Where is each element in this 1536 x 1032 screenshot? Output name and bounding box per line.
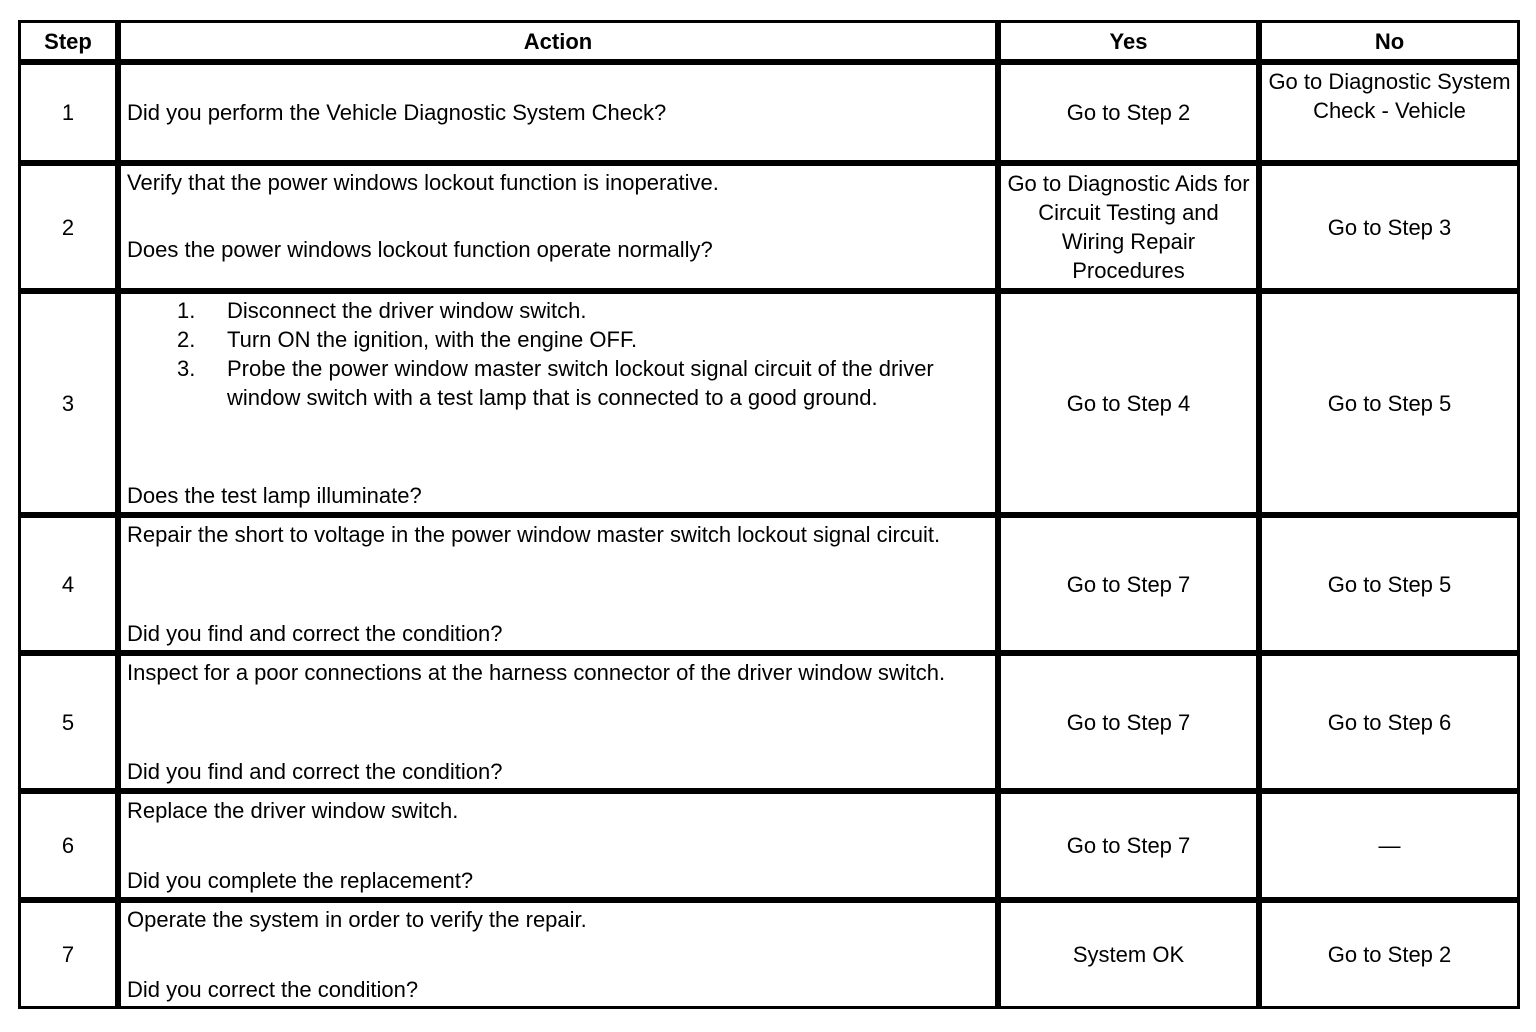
list-text: Turn ON the ignition, with the engine OFF. bbox=[227, 327, 638, 352]
step-number: 4 bbox=[18, 515, 118, 653]
action-instruction: Operate the system in order to verify the repair. bbox=[127, 907, 587, 932]
action-instruction: Verify that the power windows lockout function is inoperative. bbox=[127, 170, 719, 195]
action-cell bbox=[118, 163, 998, 291]
list-item bbox=[177, 325, 989, 354]
yes-result: Go to Step 7 bbox=[998, 791, 1259, 900]
action-cell bbox=[118, 515, 998, 653]
list-text: Probe the power window master switch lockout signal circuit of the driver window switch with a test lamp that is connected to a good ground. bbox=[227, 356, 934, 410]
action-question: Did you correct the condition? bbox=[127, 977, 419, 1002]
header-step: Step bbox=[18, 20, 118, 62]
table-row bbox=[18, 515, 1520, 653]
no-result: Go to Step 3 bbox=[1259, 163, 1520, 291]
yes-result: Go to Step 4 bbox=[998, 291, 1259, 515]
action-question: Did you complete the replacement? bbox=[127, 868, 474, 893]
action-question: Does the test lamp illuminate? bbox=[127, 483, 422, 508]
no-result: Go to Step 2 bbox=[1259, 900, 1520, 1009]
step-number: 2 bbox=[18, 163, 118, 291]
list-text: Disconnect the driver window switch. bbox=[227, 298, 587, 323]
yes-result: System OK bbox=[998, 900, 1259, 1009]
header-action: Action bbox=[118, 20, 998, 62]
action-instruction: Repair the short to voltage in the power window master switch lockout signal circuit. bbox=[127, 522, 941, 547]
action-question: Did you perform the Vehicle Diagnostic System Check? bbox=[127, 100, 667, 125]
list-number: 3. bbox=[177, 356, 196, 381]
step-number: 3 bbox=[18, 291, 118, 515]
header-yes: Yes bbox=[998, 20, 1259, 62]
list-item bbox=[177, 296, 989, 325]
list-number: 1. bbox=[177, 298, 196, 323]
action-cell bbox=[118, 291, 998, 515]
yes-result: Go to Step 7 bbox=[998, 653, 1259, 791]
action-question: Did you find and correct the condition? bbox=[127, 621, 503, 646]
header-row bbox=[18, 20, 1520, 62]
list-number: 2. bbox=[177, 327, 196, 352]
action-question: Did you find and correct the condition? bbox=[127, 759, 503, 784]
step-number: 1 bbox=[18, 62, 118, 163]
action-cell bbox=[118, 900, 998, 1009]
step-number: 5 bbox=[18, 653, 118, 791]
yes-result: Go to Step 2 bbox=[998, 62, 1259, 163]
table-row bbox=[18, 62, 1520, 163]
header-no: No bbox=[1259, 20, 1520, 62]
no-result: — bbox=[1259, 791, 1520, 900]
yes-result: Go to Diagnostic Aids for Circuit Testing and Wiring Repair Procedures bbox=[998, 163, 1259, 291]
table-row bbox=[18, 900, 1520, 1009]
step-number: 6 bbox=[18, 791, 118, 900]
action-cell bbox=[118, 653, 998, 791]
no-result: Go to Diagnostic System Check - Vehicle bbox=[1259, 62, 1520, 163]
table-row bbox=[18, 791, 1520, 900]
no-result: Go to Step 6 bbox=[1259, 653, 1520, 791]
action-cell bbox=[118, 791, 998, 900]
yes-result: Go to Step 7 bbox=[998, 515, 1259, 653]
action-instruction: Inspect for a poor connections at the harness connector of the driver window switch. bbox=[127, 660, 946, 685]
no-result: Go to Step 5 bbox=[1259, 515, 1520, 653]
table-row bbox=[18, 653, 1520, 791]
action-instruction: Replace the driver window switch. bbox=[127, 798, 459, 823]
action-question: Does the power windows lockout function operate normally? bbox=[127, 237, 713, 262]
diagnostic-table bbox=[18, 20, 1520, 1009]
procedure-list bbox=[127, 296, 989, 412]
step-number: 7 bbox=[18, 900, 118, 1009]
no-result: Go to Step 5 bbox=[1259, 291, 1520, 515]
table-row bbox=[18, 163, 1520, 291]
list-item bbox=[177, 354, 989, 412]
table-row bbox=[18, 291, 1520, 515]
action-cell bbox=[118, 62, 998, 163]
